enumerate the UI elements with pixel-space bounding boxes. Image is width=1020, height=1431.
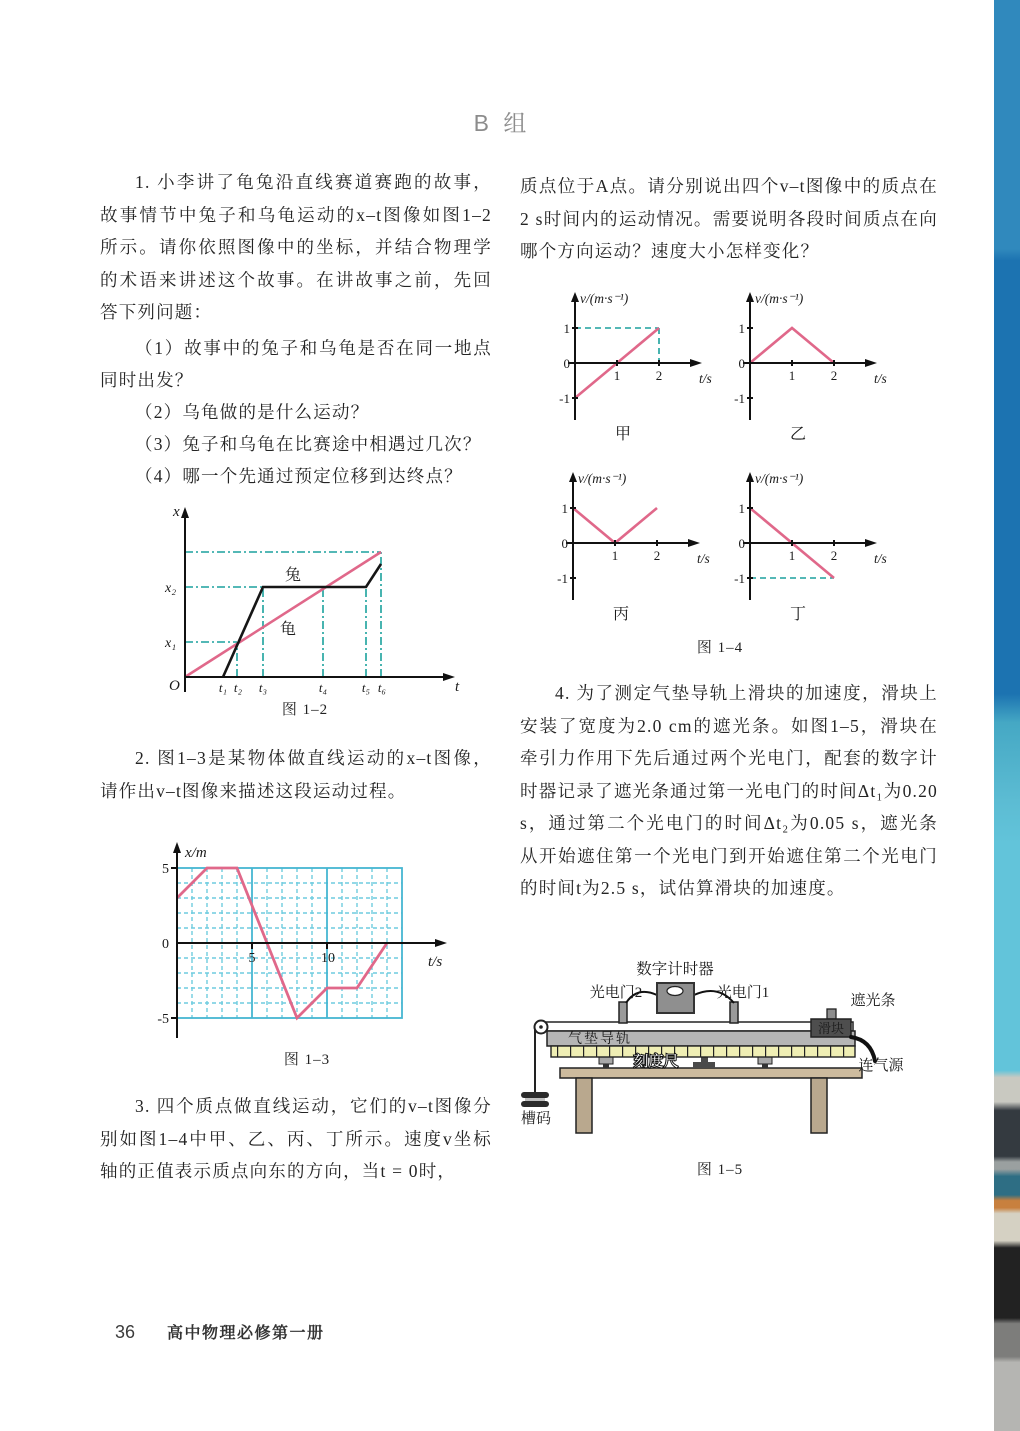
axes [743,298,870,420]
axes [568,298,695,420]
svg-text:0: 0 [738,356,745,371]
svg-text:1: 1 [611,548,619,563]
page-edge-photo-strip [994,0,1020,1431]
rabbit-label: 兔 [285,567,302,584]
photogate-1-label: 光电门1 [716,985,770,1001]
svg-text:0: 0 [563,356,570,371]
svg-text:t₄: t₄ [318,680,328,695]
svg-text:10: 10 [321,951,335,966]
svg-text:0: 0 [162,937,169,952]
svg-text:2: 2 [830,548,838,563]
svg-text:5: 5 [248,951,256,966]
problem-3-text-left [100,1090,492,1188]
y-axis-label: x [173,504,180,520]
dashed-guides [575,328,659,363]
t-ticks [612,548,661,563]
problem-4-text [520,677,938,905]
axes [743,478,870,600]
v-axis-arrow [571,292,579,302]
figure-1-5-caption: 图 1–5 [696,1162,744,1178]
svg-text:1: 1 [561,501,568,516]
question-4: （4）哪一个先通过预定位移到达终点？ [135,466,463,486]
v-ticks [559,321,570,406]
t-axis-arrow [865,359,877,367]
question-3: （3）兔子和乌龟在比赛途中相遇过几次？ [135,434,482,454]
v-ticks [557,501,568,586]
slider-label: 滑块 [817,1021,845,1036]
weights-label: 槽码 [520,1111,552,1127]
paragraph: 1. 小李讲了龟兔沿直线赛道赛跑的故事，故事情节中兔子和乌龟运动的x–t图像如图1–2所示。请你依照图像中的坐标，并结合物理学的术语来讲述这个故事。在讲故事之前，先回答下列问题： [100,172,492,322]
panel-label: 丙 [612,606,630,623]
figure-1-4-panel-bing [541,468,727,626]
svg-text:5: 5 [162,862,169,877]
v-ticks [734,321,745,406]
page-footer [115,1320,325,1343]
paragraph: 3. 四个质点做直线运动，它们的v–t图像分别如图1–4中甲、乙、丙、丁所示。速度v坐标轴的正值表示质点向东的方向，当t = 0时， [100,1096,492,1181]
figure-1-3-chart [132,833,482,1045]
figure-1-2-chart [145,502,465,702]
question-1: （1）故事中的兔子和乌龟是否在同一地点同时出发？ [100,338,492,390]
x-axis-label: t/s [428,954,443,970]
t-axis-arrow [865,539,877,547]
svg-text:2: 2 [830,368,838,383]
rabbit-line [223,564,381,677]
paragraph: 质点位于A点。请分别说出四个v–t图像中的质点在2 s时间内的运动情况。需要说明各段时间质点在向哪个方向运动？速度大小怎样变化？ [520,176,938,261]
tortoise-line [185,552,381,677]
origin-label: O [169,678,180,694]
svg-text:-1: -1 [734,391,745,406]
t-axis-label: t/s [699,371,712,386]
shading-strip-label: 遮光条 [850,993,896,1009]
t-ticks [219,680,386,695]
ruler-label: 刻度尺 [633,1054,679,1070]
photogate-2-label: 光电门2 [589,985,643,1001]
v-ticks [734,501,745,586]
problem-2-text [100,742,492,807]
table-leg-left [576,1078,592,1133]
svg-text:t₁: t₁ [218,680,228,695]
figure-1-4-panel-jia [543,288,729,446]
figure-1-5-apparatus [505,950,935,1150]
table-top [560,1068,862,1078]
figure-1-4-panel-ding [718,468,904,626]
tortoise-label: 龟 [280,621,297,638]
t-axis-arrow [690,359,702,367]
slotted-weights [521,1092,549,1107]
svg-text:t₂: t₂ [233,680,243,695]
svg-text:1: 1 [788,368,796,383]
section-header: B 组 [473,110,531,136]
svg-text:-5: -5 [157,1012,169,1027]
t-axis-label: t/s [697,551,710,566]
panel-label: 乙 [789,426,807,443]
panel-label: 丁 [789,606,807,623]
svg-text:t₃: t₃ [258,680,268,695]
velocity-line [750,328,834,363]
x-axis-arrow [443,673,455,681]
axes [566,478,693,600]
figure-1-4-caption: 图 1–4 [696,640,744,656]
paragraph: 2. 图1–3是某物体做直线运动的x–t图像，请作出v–t图像来描述这段运动过程。 [100,748,492,801]
figure-1-3-caption: 图 1–3 [283,1052,331,1068]
track-top-rail [539,1022,853,1031]
tick-x1: x₁ [165,636,177,651]
svg-text:-1: -1 [734,571,745,586]
axes [185,514,448,692]
svg-text:1: 1 [738,321,745,336]
y-axis-arrow [181,507,189,518]
question-2: （2）乌龟做的是什么运动？ [135,402,370,422]
svg-text:1: 1 [788,548,796,563]
problem-3-text-right [520,170,938,268]
svg-text:2: 2 [655,368,663,383]
x-axis-arrow [435,939,447,947]
v-axis-label: v/(m·s⁻¹) [755,291,804,306]
tick-x2: x₂ [165,581,177,596]
svg-text:1: 1 [563,321,570,336]
v-axis-label: v/(m·s⁻¹) [580,291,629,306]
pulley-axle [539,1025,543,1029]
problem-1-text [100,166,492,329]
svg-text:0: 0 [738,536,745,551]
ruler-strip [551,1046,855,1057]
shading-strip [827,1009,836,1019]
svg-text:2: 2 [653,548,661,563]
svg-text:-1: -1 [557,571,568,586]
svg-text:0: 0 [561,536,568,551]
air-track-label: 气垫导轨 [568,1032,632,1047]
svg-text:-1: -1 [559,391,570,406]
air-source-label: 连气源 [858,1058,904,1074]
figure-1-2-caption: 图 1–2 [281,702,329,718]
svg-text:1: 1 [613,368,621,383]
book-title: 高中物理必修第一册 [167,1325,325,1342]
v-axis-arrow [746,292,754,302]
y-axis-arrow [173,842,181,853]
page-number: 36 [115,1322,136,1342]
timer-label: 数字计时器 [636,961,714,978]
v-axis-arrow [569,472,577,482]
v-axis-label: v/(m·s⁻¹) [578,471,627,486]
t-axis-label: t/s [874,371,887,386]
timer-display [667,987,683,996]
y-axis-label: x/m [185,845,207,861]
t-ticks [614,368,663,383]
svg-text:t₆: t₆ [377,680,387,695]
svg-text:t₅: t₅ [361,680,371,695]
figure-1-4-panel-yi [718,288,904,446]
v-axis-arrow [746,472,754,482]
t-axis-arrow [688,539,700,547]
v-axis-label: v/(m·s⁻¹) [755,471,804,486]
photogate-2-post [619,1002,627,1023]
velocity-line [573,508,657,543]
y-ticks [157,862,169,1027]
problem-1-questions [100,332,492,492]
x-axis-label: t [455,679,460,695]
t-axis-label: t/s [874,551,887,566]
table-leg-right [811,1078,827,1133]
panel-label: 甲 [614,426,632,443]
t-ticks [789,368,838,383]
svg-text:1: 1 [738,501,745,516]
paragraph: 4. 为了测定气垫导轨上滑块的加速度，滑块上安装了宽度为2.0 cm的遮光条。如图1–5，滑块在牵引力作用下先后通过两个光电门，配套的数字计时器记录了遮光条通过第一光电门的时间Δt₁为0.20 s，通过第二个光电门的时间Δt₂为0.05 s，遮光条从开始遮住第一个光电门到开始遮住第二个光电门的时间t为2.5 s，试估算滑块的加速度。 [520,683,938,898]
photogate-1-post [730,1002,738,1023]
